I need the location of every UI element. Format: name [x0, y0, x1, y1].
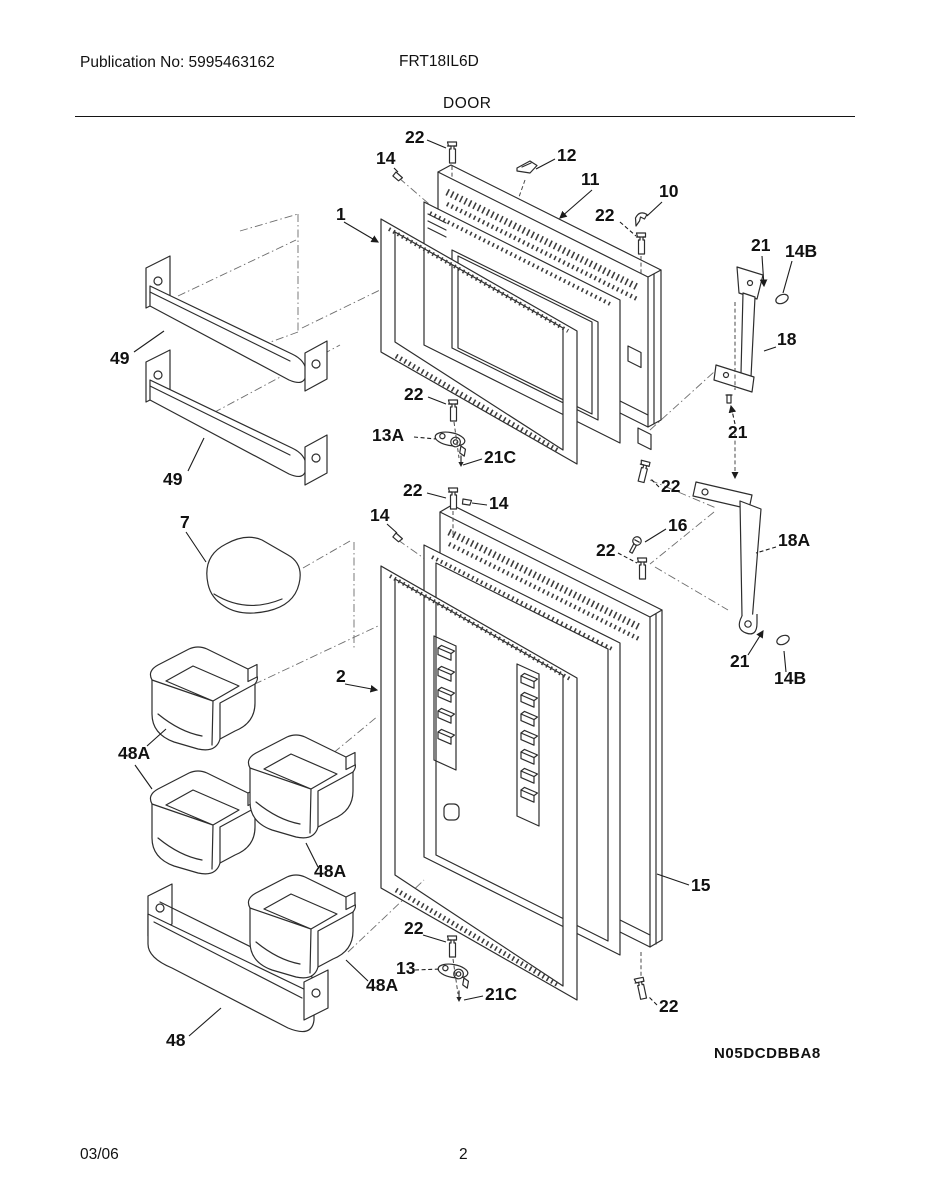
leader-line [748, 631, 763, 655]
hinge-plate-13 [436, 962, 471, 988]
hinge-plate-13A [433, 430, 468, 456]
leader-line [346, 960, 368, 981]
leader-line [427, 140, 446, 148]
clip-12 [517, 161, 537, 173]
callout-48A: 48A [366, 975, 399, 995]
latch-hole [444, 804, 459, 820]
leader-line [783, 261, 792, 293]
leader-line [464, 996, 483, 1000]
screw-22 [448, 936, 457, 957]
screw-22 [448, 142, 457, 163]
callout-10: 10 [659, 181, 679, 201]
leader-line [134, 331, 164, 352]
callout-2: 2 [336, 666, 346, 686]
leader-line [472, 503, 487, 505]
callout-48A: 48A [118, 743, 151, 763]
callout-21C: 21C [484, 447, 517, 467]
set-screw-14 [392, 532, 404, 542]
callout-14: 14 [376, 148, 396, 168]
callout-22: 22 [595, 205, 615, 225]
leader-line [135, 765, 152, 789]
pin-21C [456, 991, 461, 1002]
center-hinge-bracket [693, 434, 761, 634]
callout-49: 49 [163, 469, 183, 489]
diagram-code: N05DCDBBA8 [714, 1045, 821, 1062]
callout-48: 48 [166, 1030, 186, 1050]
hinge-pin [726, 395, 732, 403]
top-hinge-bracket [714, 267, 763, 403]
callout-48A: 48A [314, 861, 347, 881]
leader-line [423, 935, 446, 942]
door-shelf-rail [146, 256, 327, 391]
set-screw-14 [461, 497, 472, 506]
callout-14: 14 [489, 493, 509, 513]
callout-14B: 14B [785, 241, 818, 261]
callout-21: 21 [730, 651, 750, 671]
callout-13A: 13A [372, 425, 405, 445]
footer-date: 03/06 [80, 1146, 119, 1163]
leader-line [387, 524, 397, 533]
footer-page-number: 2 [459, 1146, 468, 1163]
callout-12: 12 [557, 145, 577, 165]
leader-line [414, 437, 436, 439]
leader-line [415, 969, 441, 970]
screw-22 [637, 233, 646, 254]
callout-16: 16 [668, 515, 688, 535]
publication-number: Publication No: 5995463162 [80, 54, 275, 71]
callout-49: 49 [110, 348, 130, 368]
leader-line [186, 532, 206, 562]
callout-1: 1 [336, 204, 346, 224]
callout-22: 22 [596, 540, 616, 560]
leader-line [536, 159, 555, 169]
callout-18A: 18A [778, 530, 811, 550]
callout-15: 15 [691, 875, 711, 895]
callout-22: 22 [405, 127, 425, 147]
leader-line [189, 1008, 221, 1036]
washer-14B [775, 633, 790, 646]
callout-21C: 21C [485, 984, 518, 1004]
door-bin [150, 647, 257, 750]
callout-22: 22 [661, 476, 681, 496]
callout-21: 21 [751, 235, 771, 255]
leader-line [188, 438, 204, 471]
callout-21: 21 [728, 422, 748, 442]
washer-14B [774, 292, 789, 305]
leader-line [650, 478, 659, 487]
model-number: FRT18IL6D [399, 53, 479, 70]
leader-line [463, 459, 482, 465]
door-bin [150, 771, 257, 874]
door-bin [248, 875, 355, 978]
callout-13: 13 [396, 958, 416, 978]
callout-14: 14 [370, 505, 390, 525]
screw-10 [636, 213, 648, 226]
screw-22 [634, 977, 647, 999]
callout-11: 11 [581, 169, 600, 189]
screw-22 [636, 460, 650, 483]
section-title: DOOR [443, 95, 492, 112]
leader-line [618, 553, 637, 563]
leader-line [756, 547, 776, 553]
leader-line [345, 684, 377, 690]
leader-line [762, 256, 764, 286]
screw-22 [449, 400, 458, 421]
callout-18: 18 [777, 329, 797, 349]
dairy-compartment-cover [207, 537, 300, 613]
screw-16 [627, 535, 642, 554]
leader-line [428, 397, 446, 404]
leader-line [427, 493, 446, 498]
leader-line [645, 529, 666, 542]
leader-line [344, 222, 378, 242]
leader-line [560, 190, 592, 218]
leader-line [648, 996, 657, 1005]
leader-line [620, 222, 636, 236]
callout-22: 22 [404, 384, 424, 404]
leader-line [764, 347, 776, 351]
callout-22: 22 [659, 996, 679, 1016]
callout-22: 22 [403, 480, 423, 500]
door-bin [248, 735, 355, 838]
screw-22 [638, 558, 647, 579]
callout-7: 7 [180, 512, 190, 532]
callout-14B: 14B [774, 668, 807, 688]
callout-22: 22 [404, 918, 424, 938]
leader-line [647, 202, 662, 216]
